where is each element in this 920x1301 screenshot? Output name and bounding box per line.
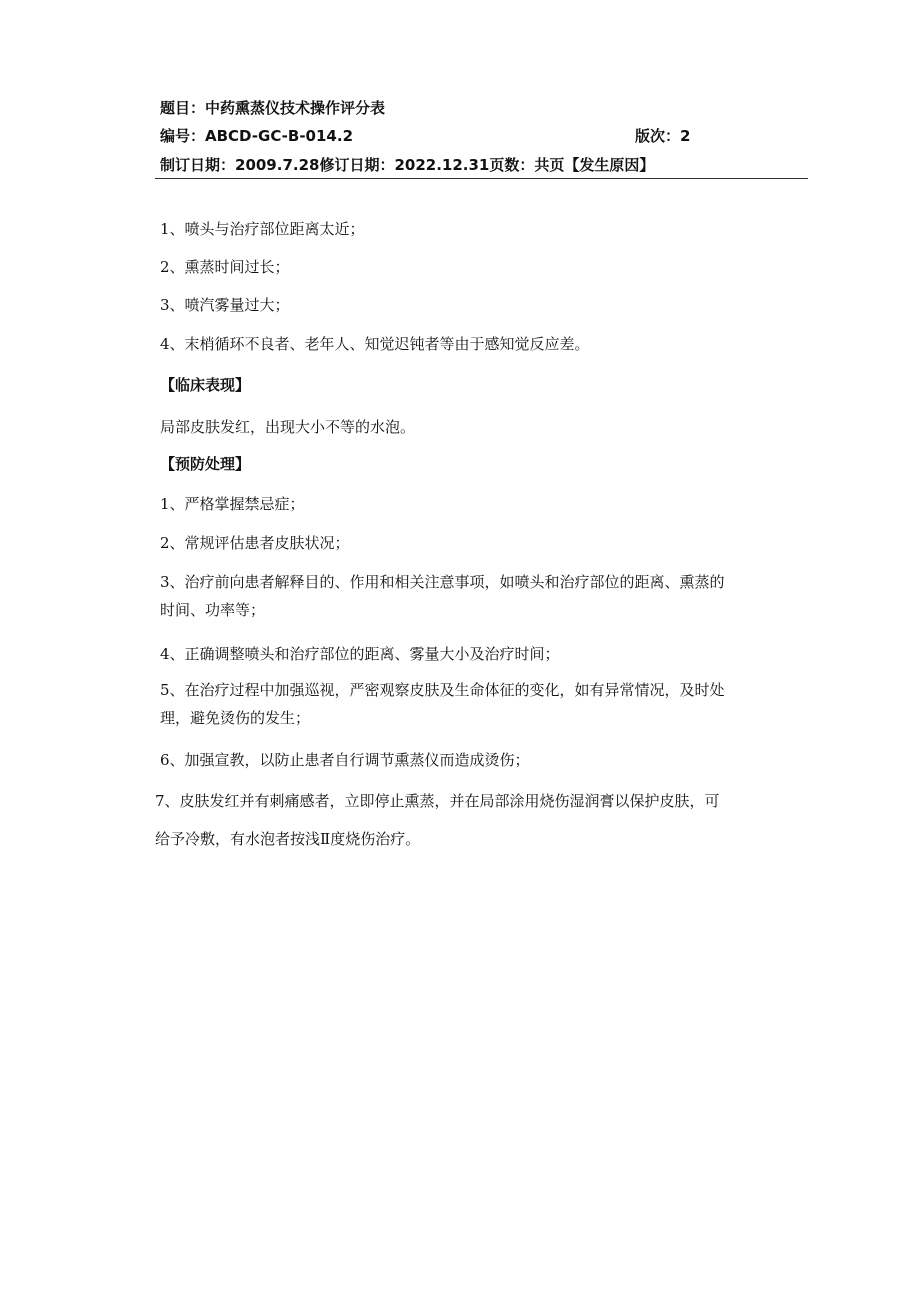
prevention-item: 1、严格掌握禁忌症；	[160, 495, 305, 513]
prevention-item: 7、皮肤发红并有刺痛感者，立即停止熏蒸，并在局部涂用烧伤湿润膏以保护皮肤，可	[155, 792, 720, 810]
prevention-item-continuation: 理，避免烫伤的发生；	[160, 709, 311, 727]
prevention-item: 2、常规评估患者皮肤状况；	[160, 534, 350, 552]
cause-item: 3、喷汽雾量过大；	[160, 296, 290, 314]
prevention-item: 6、加强宣教，以防止患者自行调节熏蒸仪而造成烫伤；	[160, 751, 530, 769]
prevention-item: 4、正确调整喷头和治疗部位的距离、雾量大小及治疗时间；	[160, 645, 560, 663]
clinical-heading: 【临床表现】	[160, 376, 251, 394]
document-title: 题目：中药熏蒸仪技术操作评分表	[160, 99, 386, 117]
cause-item: 1、喷头与治疗部位距离太近；	[160, 220, 365, 238]
clinical-text: 局部皮肤发红，出现大小不等的水泡。	[160, 418, 416, 436]
prevention-item-continuation: 时间、功率等；	[160, 601, 266, 619]
document-code: 编号：ABCD-GC-B-014.2	[160, 127, 354, 145]
cause-item: 4、末梢循环不良者、老年人、知觉迟钝者等由于感知觉反应差。	[160, 335, 590, 353]
document-version: 版次：2	[635, 127, 691, 145]
prevention-item-continuation: 给予冷敷，有水泡者按浅Ⅱ度烧伤治疗。	[155, 830, 421, 848]
prevention-item: 5、在治疗过程中加强巡视，严密观察皮肤及生命体征的变化，如有异常情况，及时处	[160, 681, 725, 699]
document-dates: 制订日期：2009.7.28修订日期：2022.12.31页数：共页【发生原因】	[160, 156, 655, 174]
prevention-heading: 【预防处理】	[160, 455, 251, 473]
prevention-item: 3、治疗前向患者解释目的、作用和相关注意事项，如喷头和治疗部位的距离、熏蒸的	[160, 573, 725, 591]
cause-item: 2、熏蒸时间过长；	[160, 258, 290, 276]
header-divider	[155, 178, 808, 179]
